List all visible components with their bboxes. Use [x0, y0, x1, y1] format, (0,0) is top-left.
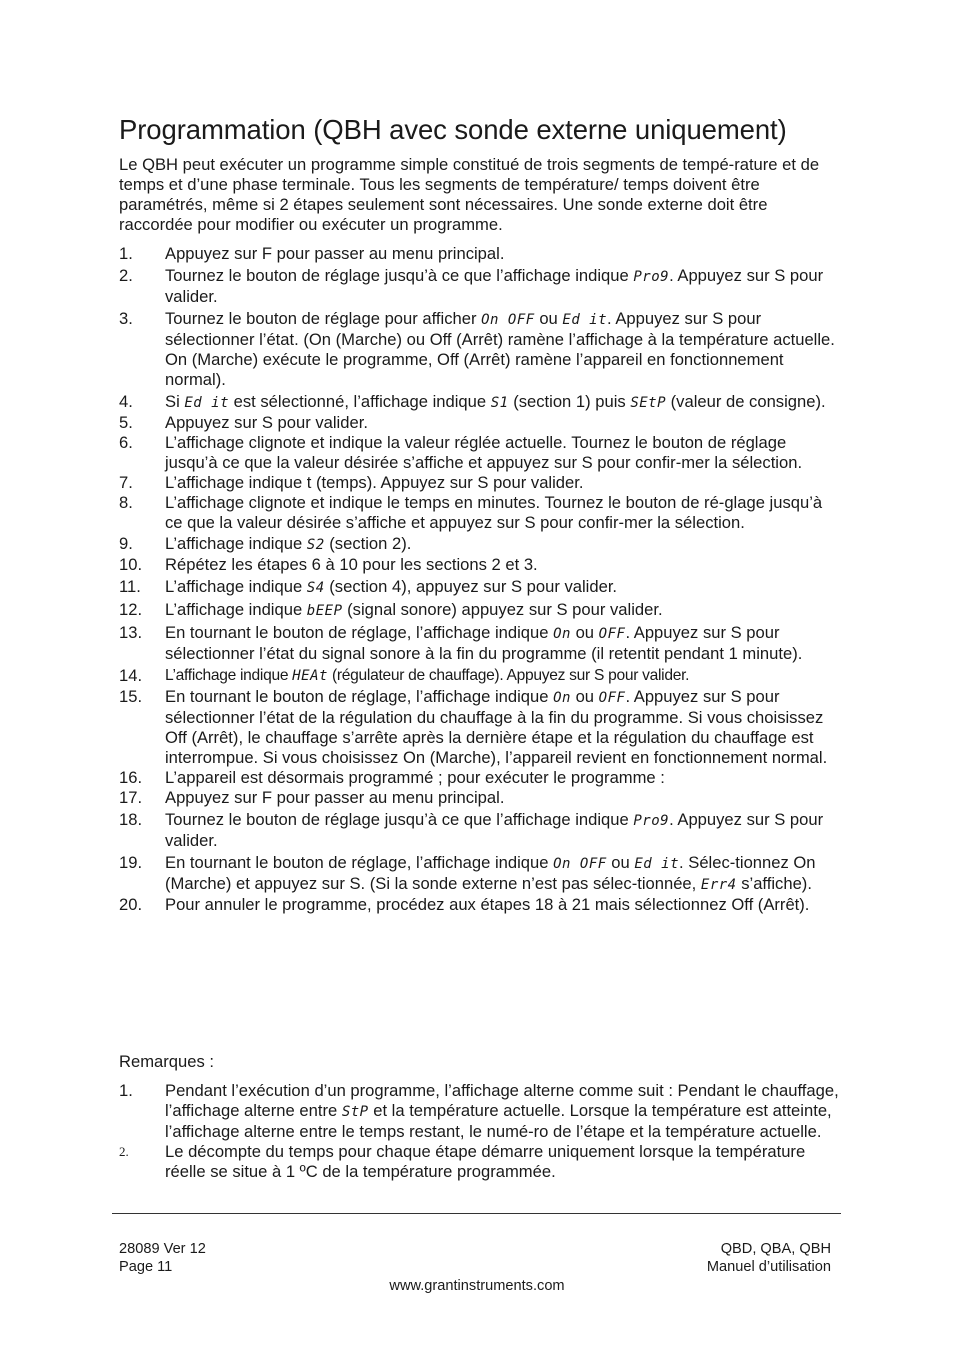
item-number: 12. [119, 600, 143, 619]
display-code: Pro9 [633, 269, 670, 285]
item-number: 17. [119, 788, 143, 807]
item-text [165, 623, 840, 664]
step-item [119, 433, 840, 473]
item-text [165, 473, 840, 493]
footer-divider [112, 1213, 841, 1214]
text-run: L’affichage indique [165, 667, 293, 684]
item-text [165, 1081, 840, 1142]
step-item [119, 392, 840, 413]
item-number: 13. [119, 623, 143, 642]
item-number: 2. [119, 1144, 129, 1159]
text-run: . Sélec-tionnez On (Marche) et appuyez sur S. (Si la sonde externe n’est pas sélec-tionnée, [165, 853, 816, 893]
item-text [165, 392, 840, 413]
display-code: On OFF [553, 856, 607, 872]
display-code: StP [341, 1104, 369, 1120]
item-number: 11. [119, 577, 141, 596]
item-number: 5. [119, 413, 133, 432]
footer-doc-ref: 28089 Ver 12 [119, 1241, 206, 1257]
text-run: . Appuyez sur S pour valider. [165, 266, 824, 306]
text-run: L’affichage clignote et indique le temps en minutes. Tournez le bouton de ré-glage jusqu’à ce que la valeur désirée s’affiche et appuyez sur S pour confir-mer la sélection. [165, 493, 823, 532]
intro-paragraph: Le QBH peut exécuter un programme simple constitué de trois segments de tempé-rature et de temps et d’une phase terminale. Tous les segments de température/ temps doivent être paramétrés, même si 2 étapes seulement sont nécessaires. Une sonde externe doit être raccordée pour modifier ou exécuter un programme. [119, 155, 820, 234]
step-item [119, 768, 840, 788]
display-code: S4 [306, 580, 325, 596]
item-number: 1. [119, 244, 133, 263]
step-item [119, 266, 840, 307]
text-run: ou [534, 309, 563, 328]
display-code: OFF [598, 690, 626, 706]
display-code: On [553, 626, 571, 642]
display-code: Pro9 [633, 813, 670, 829]
item-text [165, 433, 840, 473]
footer-models: QBD, QBA, QBH [720, 1241, 831, 1257]
remarks-label: Remarques : [119, 1052, 214, 1071]
display-code: SEtP [630, 395, 667, 411]
text-run: (section 1) puis [508, 392, 631, 411]
item-text [165, 666, 840, 686]
text-run: Pendant l’exécution d’un programme, l’affichage alterne comme suit : Pendant le chauffage, l’affichage alterne entre [165, 1081, 839, 1120]
text-run: ou [570, 623, 599, 642]
text-run: ou [606, 853, 635, 872]
text-run: Appuyez sur S pour valider. [165, 413, 368, 432]
text-run: L’affichage clignote et indique la valeur réglée actuelle. Tournez le bouton de réglage jusqu’à ce que la valeur désirée s’affiche et appuyez sur S pour confir-mer la sélection. [165, 433, 803, 472]
remarks-list [119, 1081, 840, 1182]
item-number: 8. [119, 493, 133, 512]
text-run: (section 2). [324, 534, 412, 553]
footer-website: www.grantinstruments.com [389, 1278, 565, 1294]
step-item [119, 473, 840, 493]
text-run: . Appuyez sur S pour sélectionner l’état de la régulation du chauffage à la fin du programme. Si vous choisissez Off (Arrêt), le chauffage s’arrête après la dernière étape et la régulation du chauffage est interrompue. Si vous choisissez On (Marche), l’appareil revient en fonctionnement normal. [165, 687, 828, 767]
item-text [165, 244, 840, 264]
display-code: On OFF [481, 312, 535, 328]
text-run: Tournez le bouton de réglage jusqu’à ce que l’affichage indique [165, 810, 634, 829]
step-item [119, 555, 840, 575]
step-item [119, 687, 840, 768]
item-number: 16. [119, 768, 143, 787]
display-code: S2 [306, 537, 325, 553]
item-number: 3. [119, 309, 133, 328]
text-run: Tournez le bouton de réglage pour afficher [165, 309, 482, 328]
text-run: Si [165, 392, 185, 411]
item-text [165, 810, 840, 851]
display-code: HEAt [292, 668, 328, 684]
display-code: Err4 [700, 877, 737, 893]
text-run: . Appuyez sur S pour sélectionner l’état. (On (Marche) ou Off (Arrêt) ramène l’affichage à la température actuelle. On (Marche) exécute le programme, Off (Arrêt) ramène l’appareil en fonctionnement normal). [165, 309, 835, 389]
text-run: s’affiche). [736, 874, 812, 893]
text-run: L’affichage indique [165, 577, 307, 596]
step-item [119, 413, 840, 433]
step-item [119, 788, 840, 808]
text-run: En tournant le bouton de réglage, l’affichage indique [165, 853, 554, 872]
display-code: bEEP [306, 603, 343, 619]
item-text [165, 853, 840, 895]
item-text [165, 788, 840, 808]
step-item [119, 810, 840, 851]
item-text [165, 1142, 840, 1182]
text-run: L’affichage indique t (temps). Appuyez sur S pour valider. [165, 473, 584, 492]
text-run: Tournez le bouton de réglage jusqu’à ce que l’affichage indique [165, 266, 634, 285]
item-text [165, 895, 840, 915]
text-run: (signal sonore) appuyez sur S pour valider. [342, 600, 663, 619]
display-code: Ed it [184, 395, 230, 411]
remark-item [119, 1142, 840, 1182]
text-run: (section 4), appuyez sur S pour valider. [324, 577, 618, 596]
text-run: L’affichage indique [165, 534, 307, 553]
step-item [119, 244, 840, 264]
text-run: Appuyez sur F pour passer au menu principal. [165, 788, 505, 807]
remark-item [119, 1081, 840, 1142]
text-run: . Appuyez sur S pour sélectionner l’état du signal sonore à la fin du programme (il retentit pendant 1 minute). [165, 623, 803, 663]
text-run: ou [570, 687, 599, 706]
text-run: Pour annuler le programme, procédez aux étapes 18 à 21 mais sélectionnez Off (Arrêt). [165, 895, 810, 914]
item-text [165, 493, 840, 533]
display-code: S1 [490, 395, 509, 411]
text-run: L’affichage indique [165, 600, 307, 619]
step-item [119, 493, 840, 533]
display-code: Ed it [562, 312, 608, 328]
steps-list [119, 244, 840, 915]
item-text [165, 413, 840, 433]
step-item [119, 534, 840, 555]
text-run: . Appuyez sur S pour valider. [165, 810, 824, 850]
item-text [165, 600, 840, 621]
footer-manual: Manuel d’utilisation [706, 1259, 831, 1275]
item-text [165, 555, 840, 575]
step-item [119, 309, 840, 390]
item-text [165, 687, 840, 768]
item-number: 18. [119, 810, 143, 829]
item-number: 20. [119, 895, 143, 914]
display-code: Ed it [634, 856, 680, 872]
item-number: 10. [119, 555, 143, 574]
step-item [119, 853, 840, 895]
item-number: 6. [119, 433, 133, 452]
step-item [119, 600, 840, 621]
step-item [119, 577, 840, 598]
item-text [165, 309, 840, 390]
item-number: 15. [119, 687, 143, 706]
item-number: 19. [119, 853, 143, 872]
text-run: L’appareil est désormais programmé ; pour exécuter le programme : [165, 768, 665, 787]
step-item [119, 666, 840, 686]
step-item [119, 623, 840, 664]
text-run: est sélectionné, l’affichage indique [229, 392, 491, 411]
page-title: Programmation (QBH avec sonde externe uniquement) [119, 114, 787, 145]
text-run: Répétez les étapes 6 à 10 pour les sections 2 et 3. [165, 555, 538, 574]
item-text [165, 768, 840, 788]
item-number: 2. [119, 266, 133, 285]
display-code: On [553, 690, 571, 706]
text-run: En tournant le bouton de réglage, l’affichage indique [165, 623, 554, 642]
item-text [165, 534, 840, 555]
footer-page-number: Page 11 [119, 1259, 173, 1275]
step-item [119, 895, 840, 915]
item-number: 4. [119, 392, 133, 411]
item-number: 1. [119, 1081, 133, 1100]
item-number: 7. [119, 473, 133, 492]
item-text [165, 577, 840, 598]
item-number: 9. [119, 534, 133, 553]
text-run: Le décompte du temps pour chaque étape démarre uniquement lorsque la température réelle se situe à 1 ºC de la température programmée. [165, 1142, 806, 1181]
text-run: et la température actuelle. Lorsque la température est atteinte, l’affichage alterne entre le temps restant, le numé-ro de l’étape et la température actuelle. [165, 1101, 832, 1141]
item-number: 14. [119, 666, 143, 685]
text-run: (valeur de consigne). [666, 392, 826, 411]
text-run: Appuyez sur F pour passer au menu principal. [165, 244, 505, 263]
text-run: En tournant le bouton de réglage, l’affichage indique [165, 687, 554, 706]
display-code: OFF [598, 626, 626, 642]
item-text [165, 266, 840, 307]
text-run: (régulateur de chauffage). Appuyez sur S pour valider. [327, 667, 690, 684]
